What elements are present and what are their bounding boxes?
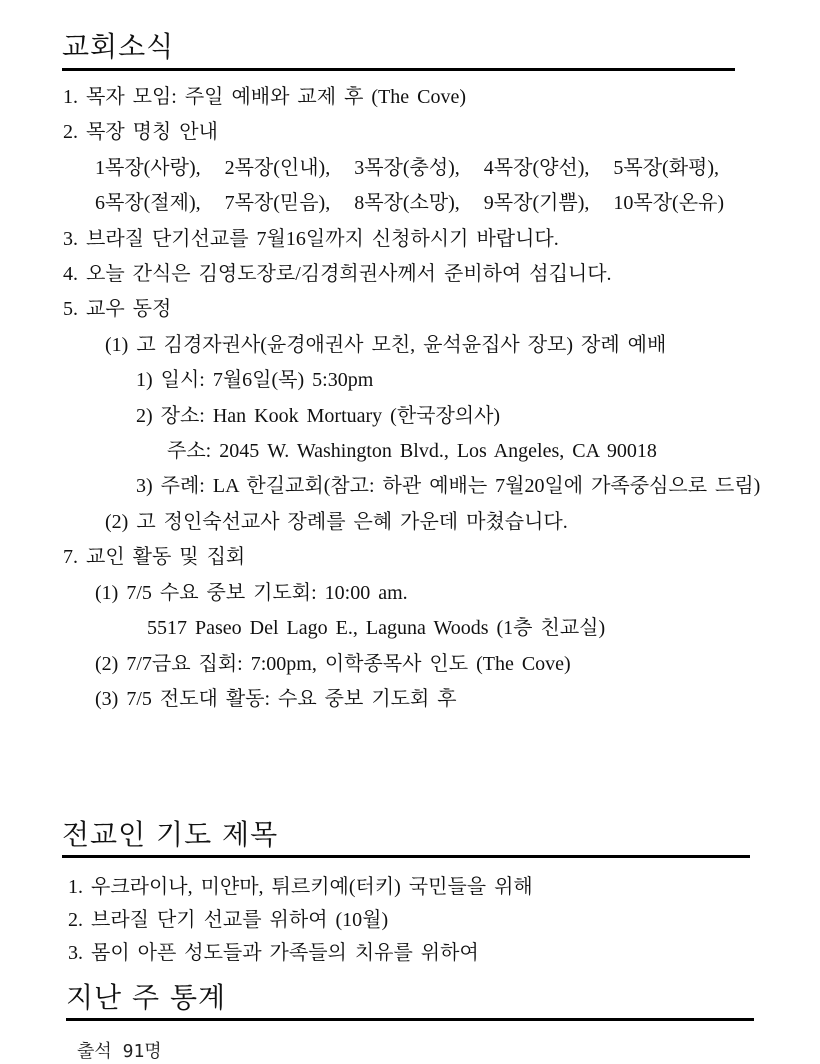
- prayer-item-1: 1. 우크라이나, 미얀마, 튀르키예(터키) 국민들을 위해: [68, 876, 533, 898]
- attendance-count: 출석 91명: [77, 1041, 162, 1062]
- news-item-7: 7. 교인 활동 및 집회: [63, 546, 246, 568]
- news-item-1: 1. 목자 모임: 주일 예배와 교제 후 (The Cove): [63, 86, 467, 108]
- church-news-divider: [62, 68, 735, 71]
- last-week-stats-heading: 지난 주 통계: [66, 981, 227, 1014]
- news-item-7-1: (1) 7/5 수요 중보 기도회: 10:00 am.: [95, 582, 408, 604]
- news-item-7-3: (3) 7/5 전도대 활동: 수요 중보 기도회 후: [95, 688, 457, 710]
- news-item-4: 4. 오늘 간식은 김영도장로/김경희권사께서 준비하여 섬깁니다.: [63, 263, 612, 285]
- news-item-5: 5. 교우 동정: [63, 298, 172, 320]
- funeral-datetime: 1) 일시: 7월6일(목) 5:30pm: [136, 369, 374, 391]
- cell-group-names-row-2: 6목장(절제), 7목장(믿음), 8목장(소망), 9목장(기쁨), 10목장(온유): [95, 192, 725, 214]
- prayer-item-3: 3. 몸이 아픈 성도들과 가족들의 치유를 위하여: [68, 942, 479, 964]
- prayer-item-2: 2. 브라질 단기 선교를 위하여 (10월): [68, 909, 389, 931]
- last-week-stats-divider: [66, 1018, 754, 1021]
- news-item-5-1: (1) 고 김경자권사(윤경애권사 모친, 윤석윤집사 장모) 장례 예배: [105, 334, 667, 356]
- news-item-2: 2. 목장 명칭 안내: [63, 121, 218, 143]
- funeral-location: 2) 장소: Han Kook Mortuary (한국장의사): [136, 405, 501, 427]
- funeral-officiant: 3) 주례: LA 한길교회(참고: 하관 예배는 7월20일에 가족중심으로 드림): [136, 475, 761, 497]
- cell-group-names-row-1: 1목장(사랑), 2목장(인내), 3목장(충성), 4목장(양선), 5목장(화평),: [95, 157, 720, 179]
- news-item-5-2: (2) 고 정인숙선교사 장례를 은혜 가운데 마쳤습니다.: [105, 511, 568, 533]
- funeral-address: 주소: 2045 W. Washington Blvd., Los Angeles, CA 90018: [167, 440, 657, 462]
- prayer-meeting-address: 5517 Paseo Del Lago E., Laguna Woods (1층 친교실): [147, 617, 606, 639]
- news-item-7-2: (2) 7/7금요 집회: 7:00pm, 이학종목사 인도 (The Cove): [95, 653, 571, 675]
- prayer-topics-divider: [62, 855, 750, 858]
- church-news-heading: 교회소식: [62, 30, 175, 63]
- prayer-topics-heading: 전교인 기도 제목: [62, 818, 279, 851]
- news-item-3: 3. 브라질 단기선교를 7월16일까지 신청하시기 바랍니다.: [63, 228, 559, 250]
